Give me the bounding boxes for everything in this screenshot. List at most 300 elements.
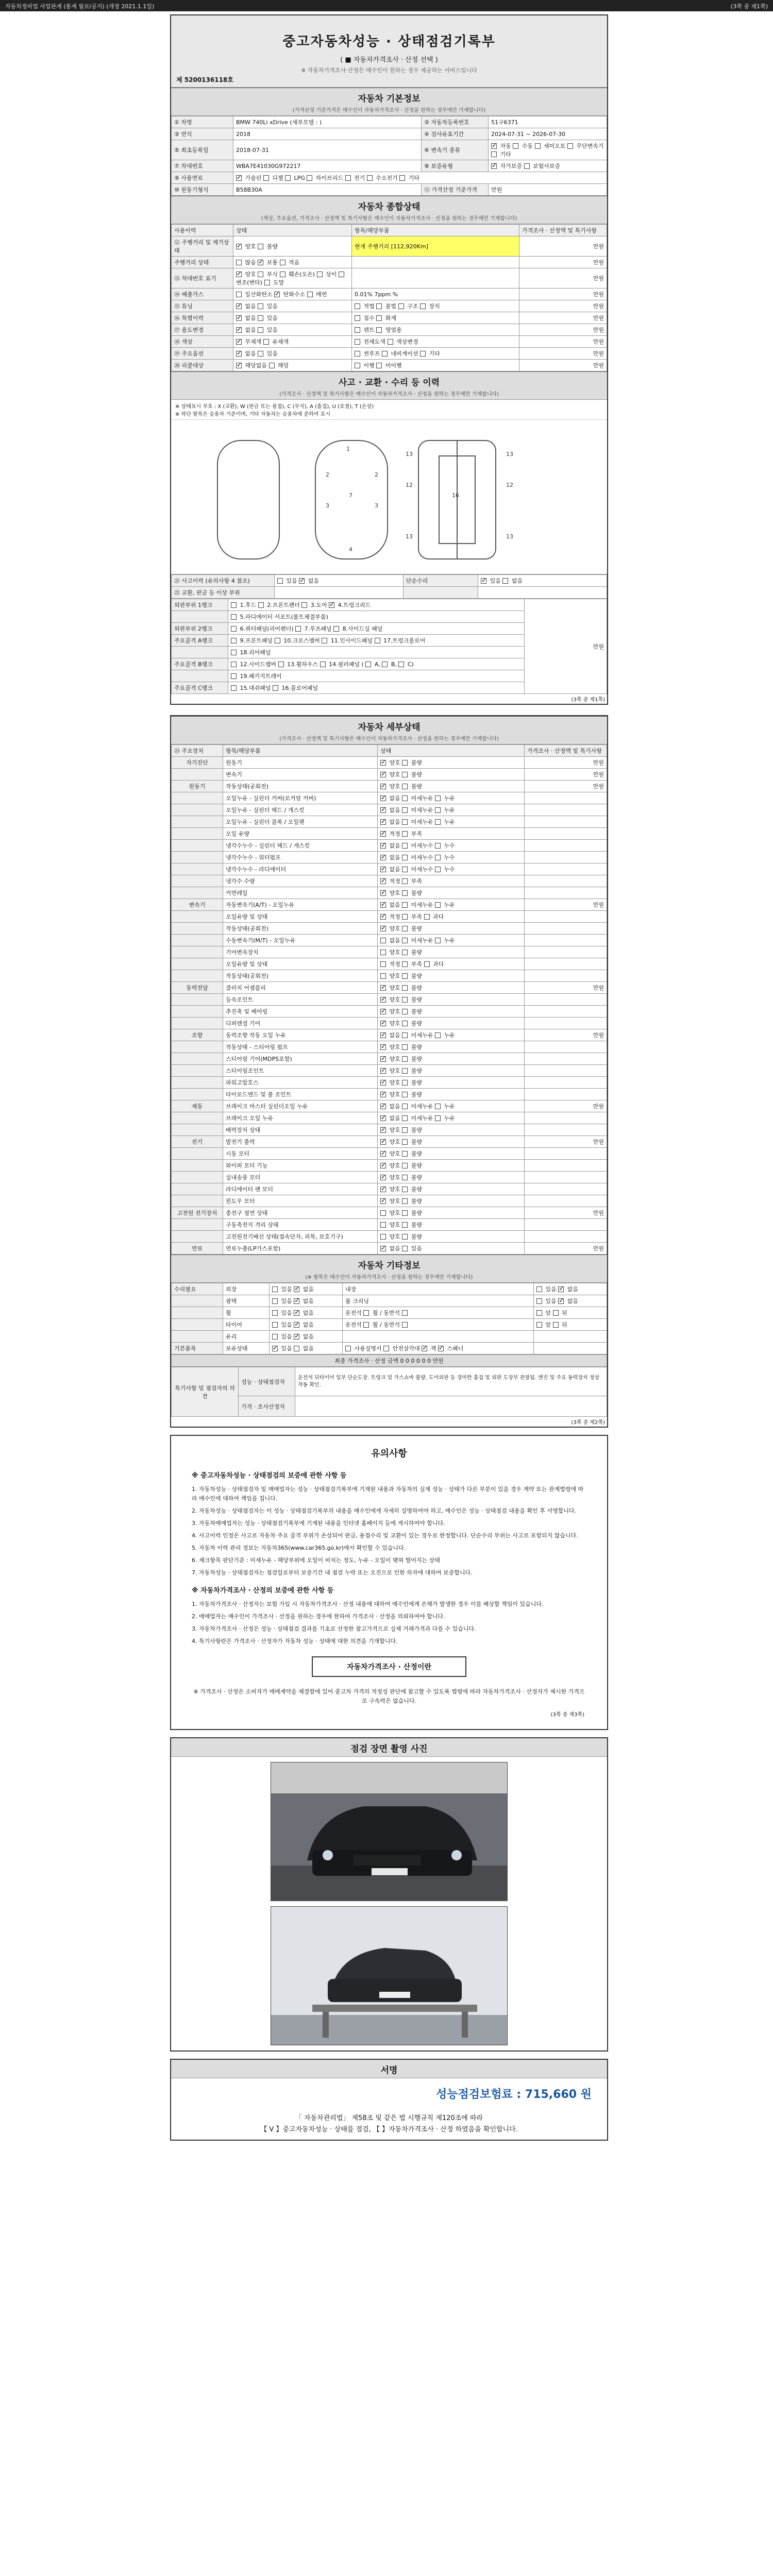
overall-detail [352,257,519,268]
detail-price [525,816,607,828]
basic-value: ✓ 자가보증 보험사보증 [489,160,607,172]
detail-price: 만원 [525,1100,607,1112]
basic-row [172,116,607,128]
detail-price [525,1148,607,1160]
checkbox-unchecked [435,855,441,860]
detail-row [172,1195,607,1207]
checkbox-unchecked [402,772,408,777]
checkbox-unchecked [402,1044,408,1050]
col-use: 사용이력 [172,225,233,236]
detail-state: ✓ 양호 불량 [378,1183,525,1195]
detail-price: 만원 [525,1243,607,1255]
detail-row [172,1041,607,1053]
front-photo-svg [271,1762,508,1901]
detail-price [525,792,607,804]
detail-price [525,1041,607,1053]
checkbox-unchecked [320,662,326,667]
page-1 [170,14,608,705]
checkbox-unchecked [402,1127,408,1133]
detail-state: ✓ 없음 미세누유 누유 [378,792,525,804]
detail-price [525,1112,607,1124]
final-price-label: 최종 가격조사 · 산정 금액 0 0 0 0 0 0 만원 [172,1355,607,1367]
price-assessor-opinion [295,1396,607,1417]
detail-item: 오일 유량 [223,828,378,840]
checkbox-unchecked [275,638,280,643]
other-item-2: 사용설명서 안전삼각대 ✓ 잭 ✓ 스패너 [343,1343,534,1354]
detail-row [172,1053,607,1065]
footer-line-1: 「 자동차관리법」 제58조 및 같은 법 시행규칙 제120조에 따라 [295,2114,483,2122]
other-state-2: 있음 ✓ 없음 [533,1283,607,1295]
detail-price: 만원 [525,899,607,911]
checkbox-unchecked [263,339,269,345]
notice-paragraph: 6. 체크항목 판단기준 : 미세누유 - 해당부위에 오일이 비치는 정도, 누유 - 오일이 맺혀 떨어지는 상태 [192,1557,440,1564]
car-diagram [171,420,607,574]
other-item-2: 운전석 휠 / 동반석 [343,1319,534,1331]
detail-group [172,887,223,899]
part-rank: 주요골격 A랭크 [172,635,228,647]
part-rank [172,670,228,682]
checkbox-checked [236,363,242,368]
detail-price [525,875,607,887]
detail-row [172,982,607,994]
overall-item: 주행거리 상태 [172,257,233,268]
checkbox-unchecked [280,260,285,265]
detail-price [525,1172,607,1183]
checkbox-unchecked [307,175,312,181]
detail-item: 동력조향 작동 오일 누유 [223,1029,378,1041]
checkbox-unchecked [402,1222,408,1228]
accident-label-2: 단순수리 [403,575,478,587]
checkbox-unchecked [567,143,573,149]
checkbox-unchecked [399,175,405,181]
detail-price [525,958,607,970]
detail-price [525,946,607,958]
checkbox-checked [236,303,242,309]
notice-paragraph: 1. 자동차가격조사 · 산정자는 보험 가입 시 자동차가격조사 · 산정 내용에 대하여 매수인에게 손해가 발생한 경우 이를 배상할 책임이 있습니다. [192,1601,544,1607]
detail-item: 커먼레일 [223,887,378,899]
top-bar [0,0,773,11]
photo-header [171,1738,607,1757]
checkbox-unchecked [402,1104,408,1109]
other-row [172,1295,607,1307]
checkbox-unchecked [402,1056,408,1062]
detail-group [172,852,223,863]
checkbox-unchecked [535,143,541,149]
opinion-label: 특기사항 및 점검자의 의견 [172,1367,239,1417]
detail-price [525,923,607,935]
detail-row [172,1160,607,1172]
detail-group: 자기진단 [172,757,223,769]
svg-text:12: 12 [406,482,413,488]
detail-item: 작동상태 - 스티어링 펌프 [223,1041,378,1053]
part-rank: 외판부위 1랭크 [172,599,228,611]
detail-row [172,1089,607,1100]
checkbox-checked [258,260,263,265]
overall-price: 만원 [519,312,607,324]
checkbox-unchecked [231,673,237,679]
checkbox-checked [274,292,280,297]
detail-state: ✓ 양호 불량 [378,781,525,792]
checkbox-unchecked [273,685,278,691]
detail-state: ✓ 없음 미세누유 누유 [378,1029,525,1041]
checkbox-unchecked [375,638,380,643]
col-state-detail: 상태 [378,745,525,757]
checkbox-unchecked [258,351,263,357]
checkbox-unchecked [402,961,408,967]
checkbox-unchecked [295,626,301,632]
checkbox-unchecked [435,1104,441,1109]
document [170,11,608,2141]
checkbox-unchecked [365,662,371,667]
accident-value-2 [478,587,607,599]
checkbox-unchecked [502,578,508,584]
overall-item: ⑯ 특별이력 [172,312,233,324]
checkbox-checked [294,1322,299,1328]
overall-item: ⑮ 튜닝 [172,300,233,312]
checkbox-unchecked [435,1115,441,1121]
other-state-2 [533,1343,607,1354]
detail-price [525,804,607,816]
doc-title: 중고자동차성능 · 상태점검기록부 [282,34,496,49]
overall-state: ✓ 없음 있음 [233,348,352,360]
col-state: 상태 [233,225,352,236]
checkbox-checked [380,855,386,860]
checkbox-unchecked [317,272,323,277]
car-diagram-svg [171,420,607,574]
other-state: 있음 ✓ 없음 [270,1283,343,1295]
detail-item: 연료누출(LP가스포함) [223,1243,378,1255]
detail-state: ✓ 없음 미세누수 누수 [378,840,525,852]
notice-sec1-title: ※ 중고자동차성능 · 상태점검의 보증에 관한 사항 등 [192,1472,347,1480]
overall-price: 만원 [519,257,607,268]
checkbox-unchecked [363,1310,369,1316]
basic-label: ⑪ 가격산정 기준가격 [422,184,489,196]
checkbox-checked [380,1187,386,1192]
checkbox-unchecked [402,878,408,884]
checkbox-checked [380,760,386,766]
other-row [172,1283,607,1295]
basic-label: ② 자동차등록번호 [422,116,489,128]
checkbox-unchecked [420,351,426,357]
detail-state: ✓ 없음 미세누유 누유 [378,899,525,911]
checkbox-unchecked [355,315,360,321]
other-group [172,1319,223,1331]
page-2 [170,715,608,1428]
detail-group [172,1195,223,1207]
checkbox-unchecked [236,260,242,265]
checkbox-unchecked [435,1032,441,1038]
detail-row [172,1100,607,1112]
checkbox-unchecked [402,926,408,931]
checkbox-unchecked [380,973,386,979]
overall-row [172,236,607,257]
accident-value [275,587,404,599]
photo-section [170,1737,608,2052]
photo-title: 점검 장면 촬영 사진 [350,1744,428,1754]
checkbox-unchecked [402,1246,408,1251]
lift-photo-svg [271,1907,508,2045]
other-row [172,1343,607,1354]
checkbox-checked [380,795,386,801]
detail-row [172,994,607,1006]
accident-value: 있음 ✓ 없음 [275,575,404,587]
svg-text:7: 7 [349,492,352,499]
checkbox-checked [380,985,386,991]
checkbox-unchecked [435,843,441,849]
checkbox-checked [380,831,386,837]
checkbox-unchecked [402,1198,408,1204]
checkbox-checked [380,914,386,920]
overall-detail: 적법 불법 구조 장치 [352,300,519,312]
checkbox-unchecked [388,339,393,345]
price-info-text: ※ 가격조사 · 산정은 소비자가 매매계약을 체결함에 있어 중고차 가격의 적정성 판단에 참고할 수 있도록 법령에 따라 자동차가격조사 · 산정자가 제시한 가격으로 구속력은 없습니다. [193,1688,585,1704]
part-rank: 외판부위 2랭크 [172,623,228,635]
signature-section [170,2059,608,2141]
detail-group [172,828,223,840]
checkbox-unchecked [345,1346,351,1351]
detail-group: 변속기 [172,899,223,911]
checkbox-unchecked [258,303,263,309]
detail-price [525,1053,607,1065]
checkbox-unchecked [491,151,497,157]
detail-row [172,1112,607,1124]
detail-state: ✓ 양호 불량 [378,769,525,781]
other-item: 타이어 [223,1319,270,1331]
accident-label: ㉒ 교환, 판금 등 이상 부위 [172,587,275,599]
detail-group [172,1112,223,1124]
detail-price [525,1124,607,1136]
detail-price: 만원 [525,1136,607,1148]
other-state: 있음 ✓ 없음 [270,1295,343,1307]
checkbox-checked [380,1115,386,1121]
detail-state: ✓ 없음 미세누유 누유 [378,1100,525,1112]
checkbox-checked [438,1346,444,1351]
checkbox-unchecked [258,327,263,333]
detail-item: 변속기 [223,769,378,781]
checkbox-checked [380,1175,386,1180]
detail-price: 만원 [525,1029,607,1041]
other-state-2: 있음 ✓ 없음 [533,1295,607,1307]
detail-item: 냉각수누수 - 실린더 헤드 / 개스킷 [223,840,378,852]
doc-header [171,15,607,88]
checkbox-unchecked [382,351,388,357]
overall-price: 만원 [519,268,607,289]
detail-item: 타이로드엔드 및 볼 조인트 [223,1089,378,1100]
detail-item: 자동변속기(A/T) - 오일누유 [223,899,378,911]
checkbox-unchecked [376,363,382,368]
detail-row [172,1148,607,1160]
basic-value: 2024-07-31 ~ 2026-07-30 [489,128,607,140]
checkbox-checked [380,1104,386,1109]
checkbox-unchecked [435,819,441,825]
signature-footer [171,2109,607,2140]
overall-state: 일산화탄소 ✓ 탄화수소 매연 [233,289,352,300]
detail-row [172,852,607,863]
detail-group [172,946,223,958]
checkbox-unchecked [402,807,408,813]
checkbox-checked [236,339,242,345]
accident-label: ㉑ 사고이력 (유의사항 4 참조) [172,575,275,587]
detail-group [172,863,223,875]
checkbox-unchecked [553,1310,559,1316]
detail-price: 만원 [525,781,607,792]
basic-value: ✓ 가솔린 디젤 LPG 하이브리드 전기 수소전기 기타 [233,172,607,184]
part-items: 15.대쉬패널 16.플로어패널 [228,682,525,694]
detail-group: 고전원 전기장치 [172,1207,223,1219]
overall-price: 만원 [519,300,607,312]
accident-legend-2: ※ 하단 항목은 승용차 기준이며, 기타 자동차는 승용차에 준하여 표시 [175,412,330,417]
overall-state: ✓ 양호 불량 [233,236,352,257]
checkbox-unchecked [294,1346,299,1351]
notice-paragraph: 4. 특기사항란은 가격조사 · 산정자가 자동차 성능 · 상태에 대한 의견을 기재합니다. [192,1638,398,1645]
basic-label: ⑧ 보증유형 [422,160,489,172]
checkbox-unchecked [258,244,263,249]
checkbox-unchecked [402,938,408,943]
svg-text:13: 13 [406,451,413,457]
detail-group [172,1077,223,1089]
detail-item: 실내송풍 모터 [223,1172,378,1183]
other-state: ✓ 있음 없음 [270,1343,343,1354]
checkbox-checked [380,1032,386,1038]
final-price-table [171,1354,607,1367]
detail-table [171,744,607,1255]
notice-section [170,1435,608,1730]
detail-price: 만원 [525,982,607,994]
checkbox-checked [380,1068,386,1074]
basic-label: ① 차명 [172,116,233,128]
detail-row [172,1243,607,1255]
col-price: 가격조사 · 산정액 및 특기사항 [519,225,607,236]
page-number-2: (3쪽 중 제2쪽) [571,1420,605,1426]
checkbox-unchecked [402,1234,408,1240]
col-main: ㉓ 주요장치 [172,745,223,757]
doc-number: 제 5200136118호 [176,76,233,83]
checkbox-unchecked [420,303,426,309]
checkbox-unchecked [231,638,237,643]
detail-group [172,1089,223,1100]
checkbox-unchecked [402,997,408,1003]
notice-paragraph: 2. 매매업자는 매수인이 가격조사 · 산정을 원하는 경우에 한하여 가격조사 · 산정을 의뢰하여야 합니다. [192,1613,445,1620]
checkbox-unchecked [355,363,360,368]
notice-paragraph: 3. 자동차가격조사 · 산정은 성능 · 상태점검 결과를 기초로 산정한 참고가격으로 실제 거래가격과 다를 수 있습니다. [192,1625,476,1632]
detail-state: ✓ 양호 불량 [378,1195,525,1207]
checkbox-unchecked [402,784,408,789]
checkbox-checked [380,1092,386,1097]
detail-item: 오일누유 - 실린더 헤드 / 개스킷 [223,804,378,816]
checkbox-checked [294,1286,299,1292]
basic-value: B58B30A [233,184,422,196]
checkbox-unchecked [402,1068,408,1074]
detail-price [525,1077,607,1089]
col-items: 항목/해당부품 [352,225,519,236]
detail-state: ✓ 양호 불량 [378,1053,525,1065]
svg-text:13: 13 [506,533,513,540]
overall-detail [352,268,519,289]
svg-text:3: 3 [375,502,378,509]
checkbox-unchecked [513,143,518,149]
checkbox-unchecked [402,1175,408,1180]
checkbox-checked [380,1044,386,1050]
checkbox-unchecked [435,795,441,801]
checkbox-unchecked [258,315,263,321]
checkbox-unchecked [231,685,237,691]
detail-group [172,1231,223,1243]
checkbox-checked [380,1163,386,1168]
checkbox-unchecked [269,363,275,368]
detail-state: ✓ 양호 불량 [378,1148,525,1160]
overall-row [172,312,607,324]
checkbox-checked [236,175,242,181]
checkbox-unchecked [536,1310,542,1316]
detail-item: 와이퍼 모터 기능 [223,1160,378,1172]
checkbox-unchecked [231,662,237,667]
detail-item: 작동상태(공회전) [223,923,378,935]
opinion-table [171,1367,607,1417]
overall-detail: 이행 미이행 [352,360,519,371]
detail-state: ✓ 없음 미세누수 누수 [378,863,525,875]
detail-price [525,1006,607,1018]
part-items: 6.쿼터패널(리어펜더) 7.루프패널 8.사이드실 패널 [228,623,525,635]
checkbox-unchecked [402,1115,408,1121]
detail-row [172,1124,607,1136]
other-state: 있음 ✓ 없음 [270,1319,343,1331]
overall-row [172,324,607,336]
detail-state: ✓ 양호 불량 [378,1160,525,1172]
overall-row [172,336,607,348]
other-group [172,1295,223,1307]
detail-state: ✓ 적정 부족 과다 [378,911,525,923]
detail-state: ✓ 없음 미세누유 누유 [378,804,525,816]
checkbox-unchecked [272,1334,278,1340]
other-row [172,1307,607,1319]
basic-label: ⑩ 원동기형식 [172,184,233,196]
checkbox-unchecked [402,795,408,801]
detail-item: 브레이크 오일 누유 [223,1112,378,1124]
detail-row [172,816,607,828]
detail-row [172,1006,607,1018]
checkbox-unchecked [355,327,360,333]
part-price: 만원 [525,599,607,694]
detail-state: ✓ 양호 불량 [378,1136,525,1148]
price-info-badge: 자동차가격조사 · 산정이란 [312,1656,466,1677]
checkbox-checked [380,772,386,777]
other-state: 있음 ✓ 없음 [270,1307,343,1319]
overall-price: 만원 [519,324,607,336]
part-items: 19.패키지트레이 [228,670,525,682]
notice-title: 유의사항 [371,1448,407,1459]
detail-price [525,1089,607,1100]
svg-text:12: 12 [506,482,513,488]
checkbox-unchecked [402,1009,408,1014]
checkbox-unchecked [536,1322,542,1328]
checkbox-unchecked [272,1298,278,1304]
detail-state: ✓ 양호 불량 [378,1077,525,1089]
checkbox-checked [294,1310,299,1316]
checkbox-unchecked [376,327,382,333]
detail-item: 오일누유 - 실린더 블록 / 오일팬 [223,816,378,828]
other-item-2: 운전석 휠 / 동반석 [343,1307,534,1319]
notice-paragraph: 5. 자동차 이력 관리 정보는 자동차365(www.car365.go.kr)에서 확인할 수 있습니다. [192,1545,406,1551]
checkbox-checked [380,1151,386,1157]
detail-row [172,1183,607,1195]
checkbox-unchecked [380,1234,386,1240]
accident-legend: ※ 상태표시 부호 : X (교환), W (판금 또는 용접), C (부식), A (흠집), U (요철), T (손상) [175,404,374,410]
other-state: 있음 ✓ 없음 [270,1331,343,1343]
detail-state: ✓ 양호 불량 [378,1006,525,1018]
checkbox-unchecked [402,1021,408,1026]
notice-sec2-title: ※ 자동차가격조사 · 산정의 보증에 관한 사항 등 [192,1587,334,1595]
checkbox-unchecked [367,175,373,181]
